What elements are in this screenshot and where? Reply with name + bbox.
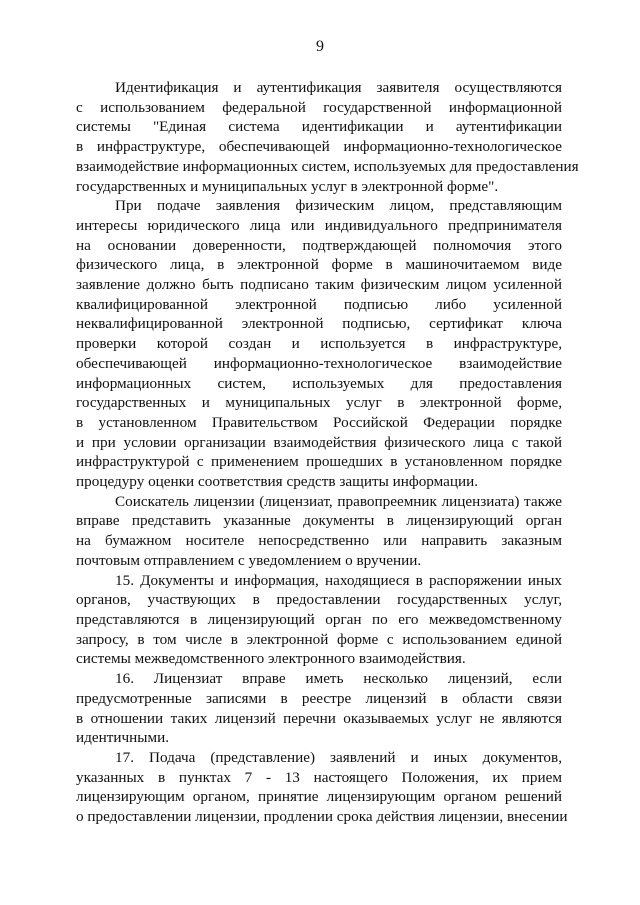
text-line: заявление должно быть подписано таким физическим лицом усиленной [76,276,562,294]
paragraph-3 [76,492,562,571]
paragraph-2 [76,196,562,492]
text-line: идентичными. [76,729,169,747]
text-line: 16. Лицензиат вправе иметь несколько лицензий, если [115,670,562,688]
text-line: неквалифицированной электронной подписью, сертификат ключа [76,315,562,333]
text-line: запросу, в том числе в электронной форме с использованием единой [76,630,562,648]
text-line: интересы юридического лица или индивидуального предпринимателя [76,216,562,234]
text-line: Идентификация и аутентификация заявителя осуществляются [115,79,562,96]
text-line: физического лица, в электронной форме в машиночитаемом виде [76,256,562,274]
text-line: в установленном Правительством Российской Федерации порядке [76,413,562,431]
text-line: предусмотренные записями в реестре лицензий в области связи [76,689,562,707]
text-line: и при условии организации взаимодействия физического лица с такой [76,433,562,451]
text-line: квалифицированной электронной подписью либо усиленной [76,295,562,313]
paragraph-1 [76,78,579,196]
text-line: государственных и муниципальных услуг в электронной форме". [76,177,499,195]
paragraph-6 [76,748,568,827]
text-line: о предоставлении лицензии, продлении срока действия лицензии, внесении [76,808,568,826]
text-line: 15. Документы и информация, находящиеся в распоряжении иных [115,571,562,589]
text-line: государственных и муниципальных услуг в электронной форме, [76,394,562,412]
text-line: органов, участвующих в предоставлении государственных услуг, [76,591,562,609]
text-line: вправе представить указанные документы в лицензирующий орган [76,512,562,530]
paragraph-5 [76,669,562,748]
text-line: взаимодействие информационных систем, используемых для предоставления [76,157,579,175]
paragraph-4 [76,571,562,670]
text-line: обеспечивающей информационно-технологическое взаимодействие [76,354,562,372]
text-line: информационных систем, используемых для предоставления [76,374,562,392]
text-line: представляются в лицензирующий орган по его межведомственному [76,610,562,628]
text-line: указанных в пунктах 7 - 13 настоящего Положения, их прием [76,768,562,786]
page-number: 9 [316,38,324,55]
text-line: процедуру оценки соответствия средств защиты информации. [76,473,479,491]
text-line: на основании доверенности, подтверждающей полномочия этого [76,236,562,254]
text-line: в инфраструктуре, обеспечивающей информационно-технологическое [76,138,562,156]
text-line: на бумажном носителе непосредственно или направить заказным [76,532,562,550]
text-line: системы "Единая система идентификации и аутентификации [76,118,562,136]
text-line: лицензирующим органом, принятие лицензирующим органом решений [76,788,562,806]
text-line: инфраструктурой с применением прошедших в установленном порядке [76,453,562,471]
text-line: в отношении таких лицензий перечни оказываемых услуг не являются [76,709,562,727]
text-line: почтовым отправлением с уведомлением о вручении. [76,551,422,569]
text-line: с использованием федеральной государственной информационной [76,98,562,116]
text-line: системы межведомственного электронного взаимодействия. [76,650,466,668]
text-line: 17. Подача (представление) заявлений и иных документов, [115,748,562,766]
document-body [76,78,579,827]
text-line: Соискатель лицензии (лицензиат, правопреемник лицензиата) также [115,492,562,510]
text-line: проверки которой создан и используется в инфраструктуре, [76,335,562,353]
text-line: При подаче заявления физическим лицом, представляющим [115,197,562,215]
